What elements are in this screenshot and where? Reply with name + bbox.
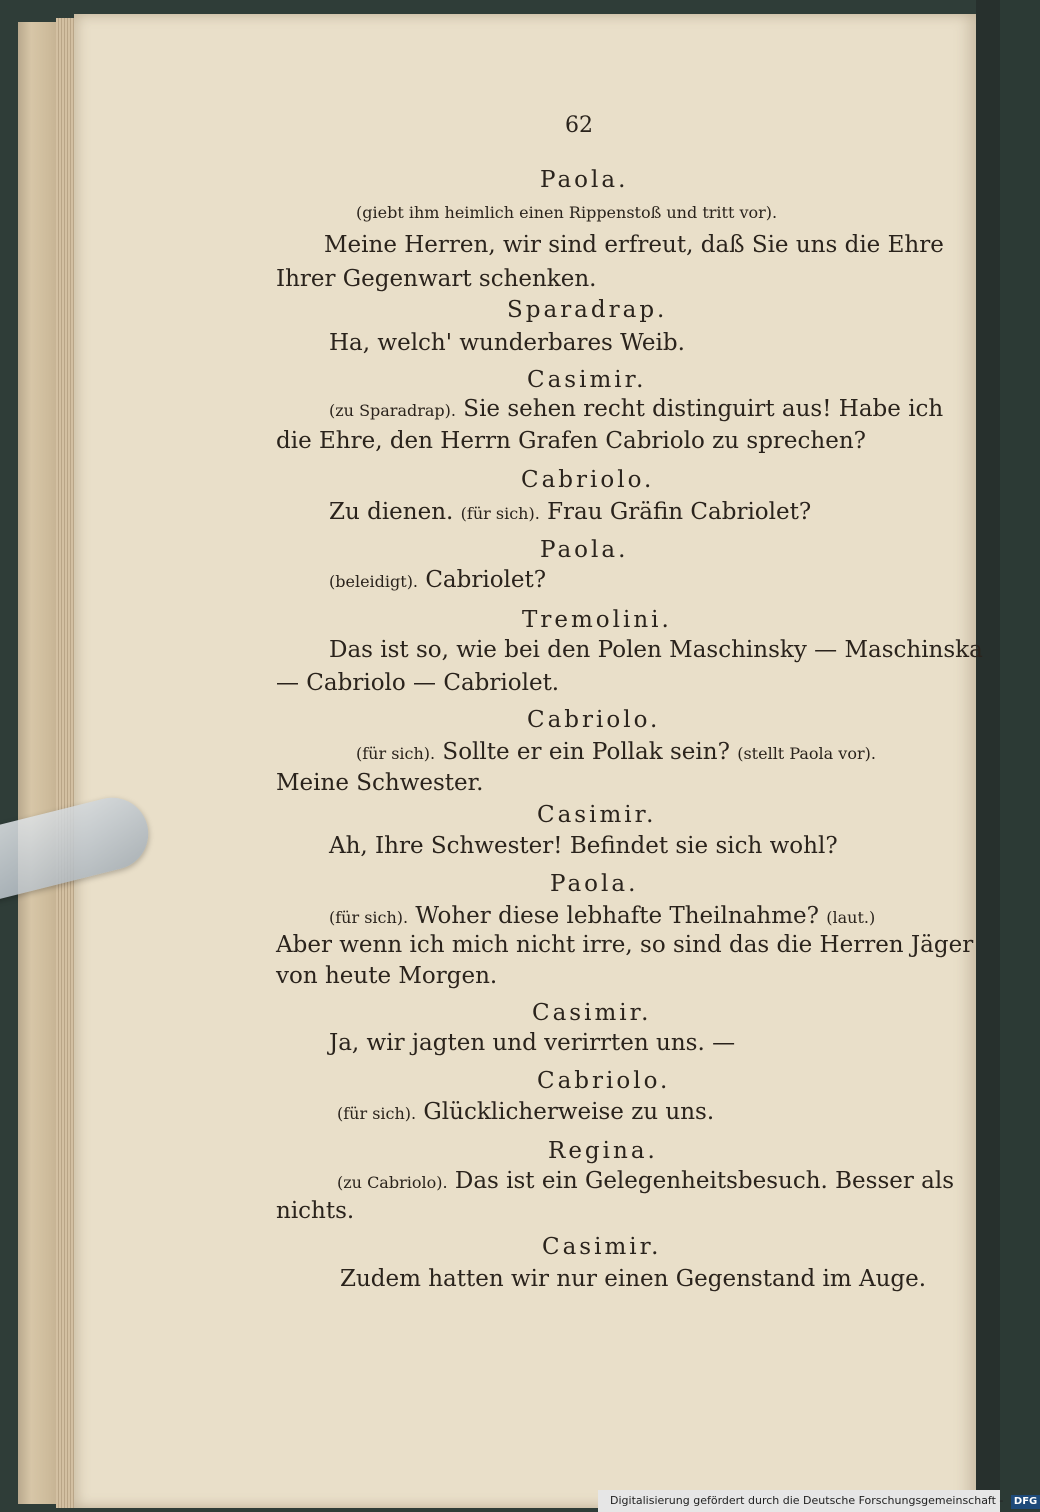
speaker-name: Paola. bbox=[550, 871, 639, 897]
speaker-name: Cabriolo. bbox=[527, 707, 661, 733]
dialogue-text: Woher diese lebhafte Theilnahme? bbox=[408, 903, 827, 929]
dialogue-line bbox=[337, 1168, 954, 1194]
dialogue-text: Glücklicherweise zu uns. bbox=[416, 1099, 715, 1125]
speaker-name: Paola. bbox=[540, 167, 629, 193]
speaker-name: Casimir. bbox=[542, 1234, 662, 1260]
dialogue-text: Zu dienen. bbox=[329, 499, 461, 525]
stage-direction: (zu Sparadrap). bbox=[329, 401, 456, 420]
stage-direction: (für sich). bbox=[460, 504, 540, 523]
speaker-name: Casimir. bbox=[527, 367, 647, 393]
stage-direction: (für sich). bbox=[329, 908, 409, 927]
dialogue-line bbox=[329, 396, 943, 422]
dialogue-line: Das ist so, wie bei den Polen Maschinsky — Maschinska bbox=[329, 637, 983, 663]
dialogue-line: nichts. bbox=[276, 1198, 355, 1224]
speaker-name: Casimir. bbox=[537, 802, 657, 828]
dialogue-line: Zudem hatten wir nur einen Gegenstand im Auge. bbox=[340, 1266, 927, 1292]
stage-direction: (für sich). bbox=[337, 1104, 417, 1123]
dialogue-line bbox=[329, 903, 875, 929]
speaker-name: Cabriolo. bbox=[537, 1068, 671, 1094]
digitization-footer bbox=[598, 1490, 1038, 1512]
dialogue-line: Ha, welch' wunderbares Weib. bbox=[329, 330, 685, 356]
dialogue-line bbox=[329, 499, 811, 525]
dialogue-line: Meine Herren, wir sind erfreut, daß Sie uns die Ehre bbox=[324, 232, 944, 258]
dialogue-line: Ihrer Gegenwart schenken. bbox=[276, 266, 597, 292]
dialogue-text: Sie sehen recht distinguirt aus! Habe ich bbox=[456, 396, 944, 422]
dialogue-text: Sollte er ein Pollak sein? bbox=[435, 739, 738, 765]
page-number: 62 bbox=[565, 113, 593, 138]
speaker-name: Tremolini. bbox=[522, 607, 672, 633]
dialogue-line: — Cabriolo — Cabriolet. bbox=[276, 670, 560, 696]
dialogue-line bbox=[337, 1099, 714, 1125]
speaker-name: Paola. bbox=[540, 537, 629, 563]
stage-direction: (giebt ihm heimlich einen Rippenstoß und tritt vor). bbox=[356, 203, 778, 222]
dfg-logo-icon: DFG bbox=[1011, 1495, 1040, 1509]
dialogue-line: Aber wenn ich mich nicht irre, so sind das die Herren Jäger bbox=[276, 932, 974, 958]
dialogue-line: die Ehre, den Herrn Grafen Cabriolo zu sprechen? bbox=[276, 428, 866, 454]
dialogue-line: Ja, wir jagten und verirrten uns. — bbox=[329, 1030, 736, 1056]
stage-direction: (laut.) bbox=[826, 908, 876, 927]
right-border bbox=[976, 0, 1000, 1512]
stage-direction: (stellt Paola vor). bbox=[737, 744, 876, 763]
dialogue-text: Frau Gräfin Cabriolet? bbox=[539, 499, 812, 525]
speaker-name: Casimir. bbox=[532, 1000, 652, 1026]
dialogue-line bbox=[329, 567, 546, 593]
dialogue-line: von heute Morgen. bbox=[276, 963, 498, 989]
dialogue-line: Meine Schwester. bbox=[276, 770, 484, 796]
dialogue-line: Ah, Ihre Schwester! Befindet sie sich wohl? bbox=[329, 833, 838, 859]
footer-text: Digitalisierung gefördert durch die Deutsche Forschungsgemeinschaft - bbox=[610, 1494, 1004, 1507]
stage-direction: (beleidigt). bbox=[329, 572, 419, 591]
speaker-name: Regina. bbox=[548, 1138, 658, 1164]
dialogue-text: Cabriolet? bbox=[418, 567, 547, 593]
dialogue-line bbox=[356, 739, 876, 765]
speaker-name: Sparadrap. bbox=[507, 297, 668, 323]
dialogue-text: Das ist ein Gelegenheitsbesuch. Besser als bbox=[447, 1168, 955, 1194]
speaker-name: Cabriolo. bbox=[521, 467, 655, 493]
stage-direction: (für sich). bbox=[356, 744, 436, 763]
stage-direction: (zu Cabriolo). bbox=[337, 1173, 448, 1192]
